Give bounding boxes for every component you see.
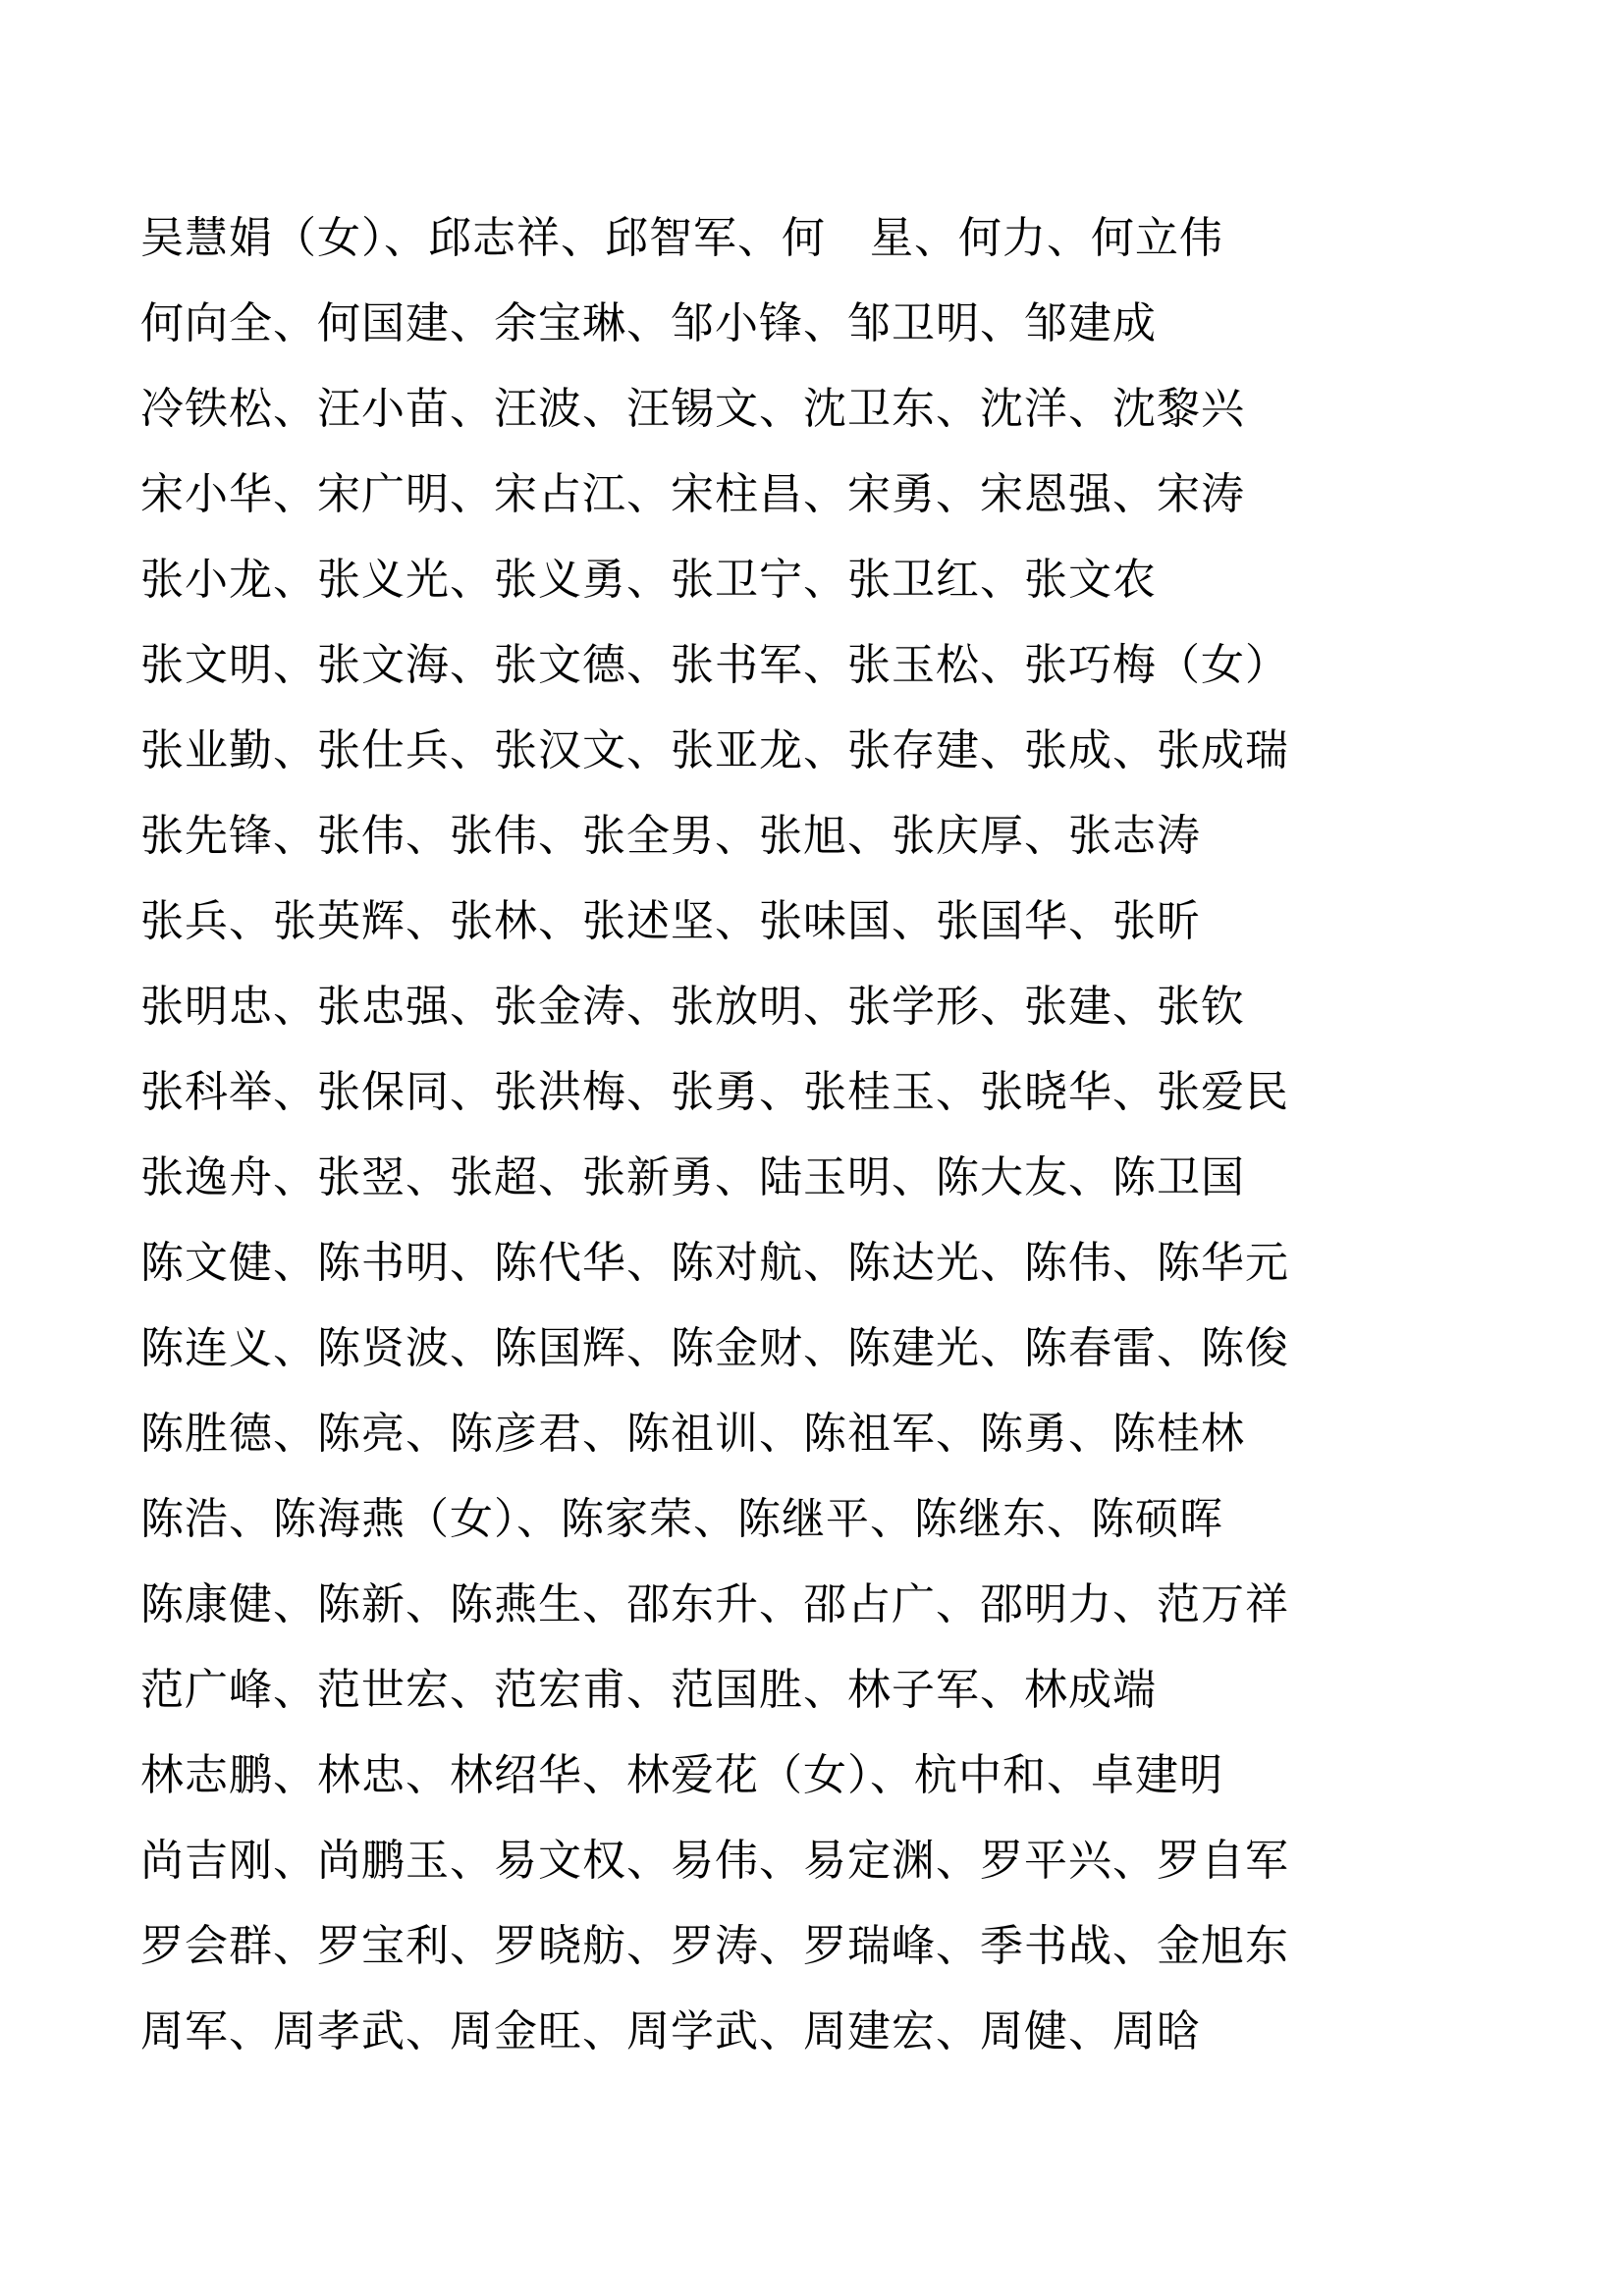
text-line: 林志鹏、林忠、林绍华、林爱花（女）、杭中和、卓建明 <box>140 1751 1223 1799</box>
text-line: 张文明、张文海、张文德、张书军、张玉松、张巧梅（女） <box>140 641 1289 689</box>
name-list <box>140 195 1423 2074</box>
text-line: 陈胜德、陈亮、陈彦君、陈祖训、陈祖军、陈勇、陈桂林 <box>140 1410 1245 1458</box>
text-line: 张小龙、张义光、张义勇、张卫宁、张卫红、张文农 <box>140 556 1157 604</box>
text-line: 宋小华、宋广明、宋占江、宋柱昌、宋勇、宋恩强、宋涛 <box>140 470 1245 518</box>
text-line: 张兵、张英辉、张林、张述坚、张味国、张国华、张昕 <box>140 897 1201 945</box>
text-line: 冷铁松、汪小苗、汪波、汪锡文、沈卫东、沈洋、沈黎兴 <box>140 385 1245 433</box>
text-line: 陈连义、陈贤波、陈国辉、陈金财、陈建光、陈春雷、陈俊 <box>140 1324 1289 1372</box>
text-line: 吴慧娟（女）、邱志祥、邱智军、何 星、何力、何立伟 <box>140 214 1223 262</box>
text-line: 尚吉刚、尚鹏玉、易文权、易伟、易定渊、罗平兴、罗自军 <box>140 1837 1289 1885</box>
text-line: 张科举、张保同、张洪梅、张勇、张桂玉、张晓华、张爱民 <box>140 1068 1289 1116</box>
text-line: 何向全、何国建、余宝琳、邹小锋、邹卫明、邹建成 <box>140 299 1157 347</box>
text-line: 张先锋、张伟、张伟、张全男、张旭、张庆厚、张志涛 <box>140 812 1201 860</box>
text-line: 张明忠、张忠强、张金涛、张放明、张学形、张建、张钦 <box>140 983 1245 1031</box>
text-line: 罗会群、罗宝利、罗晓舫、罗涛、罗瑞峰、季书战、金旭东 <box>140 1922 1289 1970</box>
text-line: 张逸舟、张翌、张超、张新勇、陆玉明、陈大友、陈卫国 <box>140 1153 1245 1201</box>
text-line: 范广峰、范世宏、范宏甫、范国胜、林子军、林成端 <box>140 1666 1157 1714</box>
text-line: 周军、周孝武、周金旺、周学武、周建宏、周健、周晗 <box>140 2007 1201 2056</box>
text-line: 陈文健、陈书明、陈代华、陈对航、陈达光、陈伟、陈华元 <box>140 1239 1289 1287</box>
text-line: 陈康健、陈新、陈燕生、邵东升、邵占广、邵明力、范万祥 <box>140 1580 1289 1629</box>
text-line: 陈浩、陈海燕（女）、陈家荣、陈继平、陈继东、陈硕晖 <box>140 1495 1223 1543</box>
text-line: 张业勤、张仕兵、张汉文、张亚龙、张存建、张成、张成瑞 <box>140 726 1289 774</box>
